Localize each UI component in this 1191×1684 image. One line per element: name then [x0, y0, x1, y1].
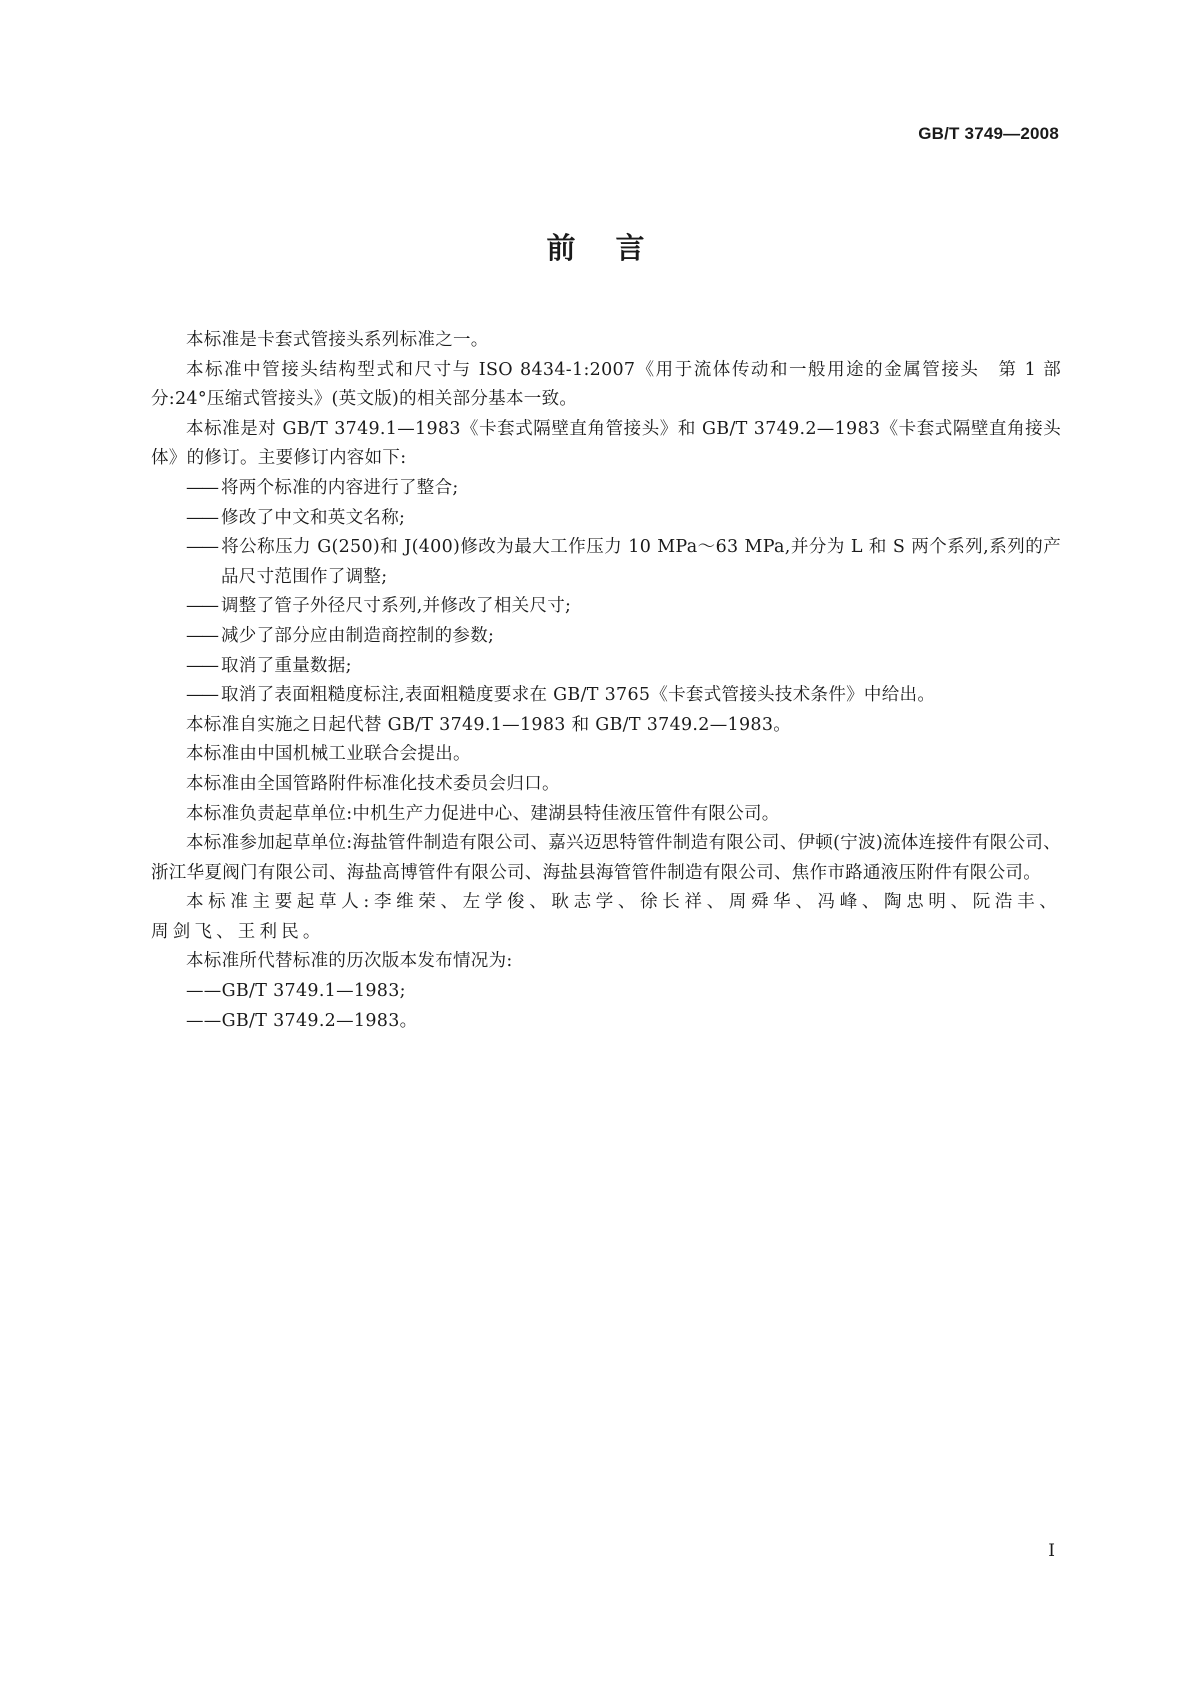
- paragraph-committee: 本标准由全国管路附件标准化技术委员会归口。: [186, 773, 560, 794]
- paragraph-replacement: 本标准自实施之日起代替 GB/T 3749.1—1983 和 GB/T 3749.2—1983。: [186, 714, 792, 735]
- list-item: —— 取消了重量数据;: [151, 652, 1061, 682]
- paragraph-history-intro: 本标准所代替标准的历次版本发布情况为:: [186, 951, 513, 972]
- dash-marker: ——: [186, 1010, 222, 1031]
- paragraph-lead-drafters: 本标准负责起草单位:中机生产力促进中心、建湖县特佳液压管件有限公司。: [186, 803, 780, 824]
- page-number: I: [1048, 1541, 1055, 1561]
- list-item: —— 将公称压力 G(250)和 J(400)修改为最大工作压力 10 MPa～63 MPa,并分为 L 和 S 两个系列,系列的产品尺寸范围作了调整;: [151, 533, 1061, 592]
- paragraph-series: 本标准是卡套式管接头系列标准之一。: [186, 330, 489, 350]
- paragraph-main-drafters: 本标准主要起草人:李维荣、左学俊、耿志学、徐长祥、周舜华、冯峰、陶忠明、阮浩丰、周剑飞、王利民。: [151, 892, 1061, 942]
- page-title: 前言: [546, 231, 685, 265]
- dash-marker: ——: [186, 981, 222, 1002]
- history-list: [151, 977, 1061, 1036]
- paragraph-participating-drafters: 本标准参加起草单位:海盐管件制造有限公司、嘉兴迈思特管件制造有限公司、伊顿(宁波)流体连接件有限公司、浙江华夏阀门有限公司、海盐高博管件有限公司、海盐县海管管件制造有限公司、焦作市路通液压附件有限公司。: [151, 833, 1061, 883]
- foreword-body: [151, 326, 1061, 1036]
- list-item: ——GB/T 3749.2—1983。: [186, 1010, 418, 1031]
- dash-marker: ——: [186, 685, 217, 706]
- list-item: —— 将两个标准的内容进行了整合;: [151, 474, 1061, 504]
- list-item: —— 修改了中文和英文名称;: [151, 504, 1061, 534]
- list-item: —— 调整了管子外径尺寸系列,并修改了相关尺寸;: [151, 592, 1061, 622]
- dash-marker: ——: [186, 477, 217, 498]
- document-code: GB/T 3749—2008: [918, 124, 1059, 143]
- paragraph-iso-equivalence: 本标准中管接头结构型式和尺寸与 ISO 8434-1:2007《用于流体传动和一般用途的金属管接头 第 1 部分:24°压缩式管接头》(英文版)的相关部分基本一致。: [151, 359, 1061, 410]
- list-item: —— 减少了部分应由制造商控制的参数;: [151, 622, 1061, 652]
- paragraph-revision-intro: 本标准是对 GB/T 3749.1—1983《卡套式隔壁直角管接头》和 GB/T 3749.2—1983《卡套式隔壁直角接头体》的修订。主要修订内容如下:: [151, 418, 1061, 469]
- dash-marker: ——: [186, 537, 217, 558]
- dash-marker: ——: [186, 625, 217, 646]
- list-item: ——GB/T 3749.1—1983;: [186, 981, 406, 1002]
- dash-marker: ——: [186, 507, 217, 528]
- paragraph-proposer: 本标准由中国机械工业联合会提出。: [186, 744, 471, 765]
- revision-list: [151, 474, 1061, 711]
- dash-marker: ——: [186, 596, 217, 617]
- dash-marker: ——: [186, 655, 217, 676]
- list-item: —— 取消了表面粗糙度标注,表面粗糙度要求在 GB/T 3765《卡套式管接头技术条件》中给出。: [151, 681, 1061, 711]
